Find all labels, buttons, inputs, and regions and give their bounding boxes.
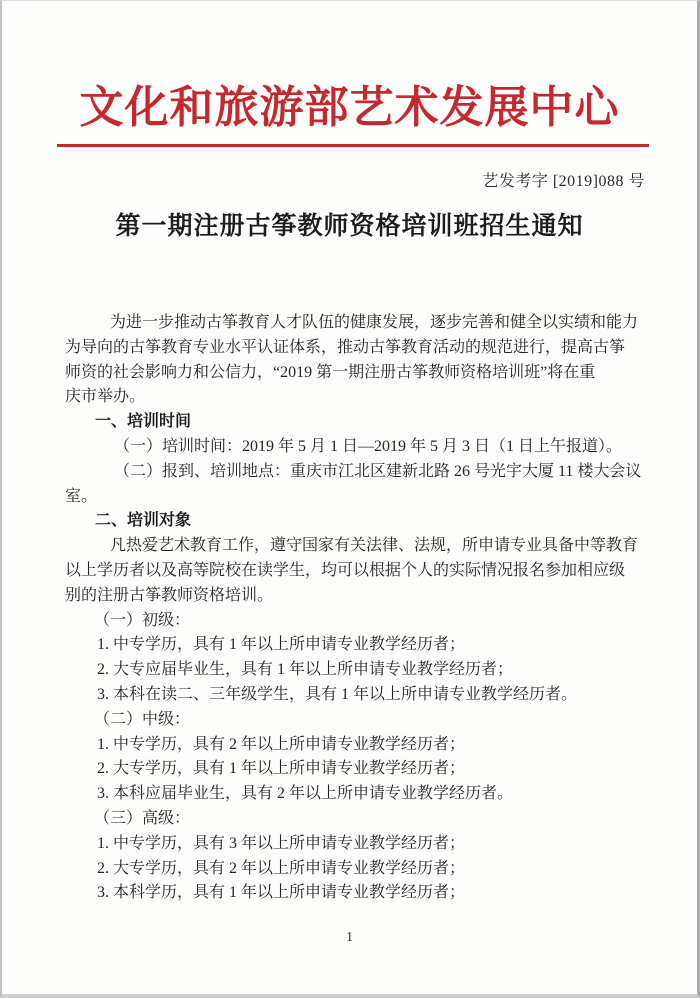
- body-line: 凡热爱艺术教育工作，遵守国家有关法律、法规，所申请专业具备中等教育: [110, 537, 639, 555]
- body-line: 1. 中专学历，具有 1 年以上所申请专业教学经历者；: [97, 636, 466, 654]
- body-line: 二、培训对象: [95, 512, 192, 530]
- body-line: （二）报到、培训地点：重庆市江北区建新北路 26 号光宇大厦 11 楼大会议: [114, 462, 642, 480]
- body-line: （二）中级：: [94, 710, 191, 728]
- body-line: 庆市举办。: [65, 388, 146, 406]
- body-line: 为进一步推动古筝教育人才队伍的健康发展，逐步完善和健全以实绩和能力: [110, 314, 639, 331]
- body-line: 室。: [65, 487, 98, 505]
- body-line: 1. 中专学历，具有 2 年以上所申请专业教学经历者；: [97, 735, 466, 753]
- document-body: [65, 311, 645, 906]
- body-line: 别的注册古筝教师资格培训。: [65, 586, 274, 604]
- letterhead-title: 文化和旅游部艺术发展中心: [79, 83, 620, 132]
- letterhead-divider: [57, 144, 649, 147]
- body-line: 一、培训时间: [95, 413, 192, 431]
- body-line: （一）培训时间：2019 年 5 月 1 日—2019 年 5 月 3 日（1 日上午报道）。: [114, 437, 623, 455]
- body-line: 以上学历者以及高等院校在读学生，均可以根据个人的实际情况报名参加相应级: [65, 561, 626, 579]
- body-line: 3. 本科应届毕业生，具有 2 年以上所申请专业教学经历者。: [97, 785, 514, 803]
- body-line: 2. 大专应届毕业生，具有 1 年以上所申请专业教学经历者；: [97, 661, 514, 679]
- body-line: 为导向的古筝教育专业水平认证体系，推动古筝教育活动的规范进行，提高古筝: [65, 338, 626, 356]
- body-line: （一）初级：: [94, 611, 191, 629]
- body-line: 师资的社会影响力和公信力，“2019 第一期注册古筝教师资格培训班”将在重: [65, 363, 596, 381]
- doc-number: 艺发考字 [2019]088 号: [482, 173, 645, 190]
- body-line: 3. 本科在读二、三年级学生，具有 1 年以上所申请专业教学经历者。: [97, 685, 578, 703]
- body-line: 2. 大专学历，具有 1 年以上所申请专业教学经历者；: [97, 760, 466, 778]
- body-line: （三）高级：: [94, 809, 191, 827]
- body-line: 2. 大专学历，具有 2 年以上所申请专业教学经历者；: [97, 859, 466, 877]
- body-line: 3. 本科学历，具有 1 年以上所申请专业教学经历者；: [97, 884, 466, 902]
- notice-title: 第一期注册古筝教师资格培训班招生通知: [115, 213, 584, 240]
- page-number: 1: [346, 930, 353, 945]
- body-line: 1. 中专学历，具有 3 年以上所申请专业教学经历者；: [97, 834, 466, 852]
